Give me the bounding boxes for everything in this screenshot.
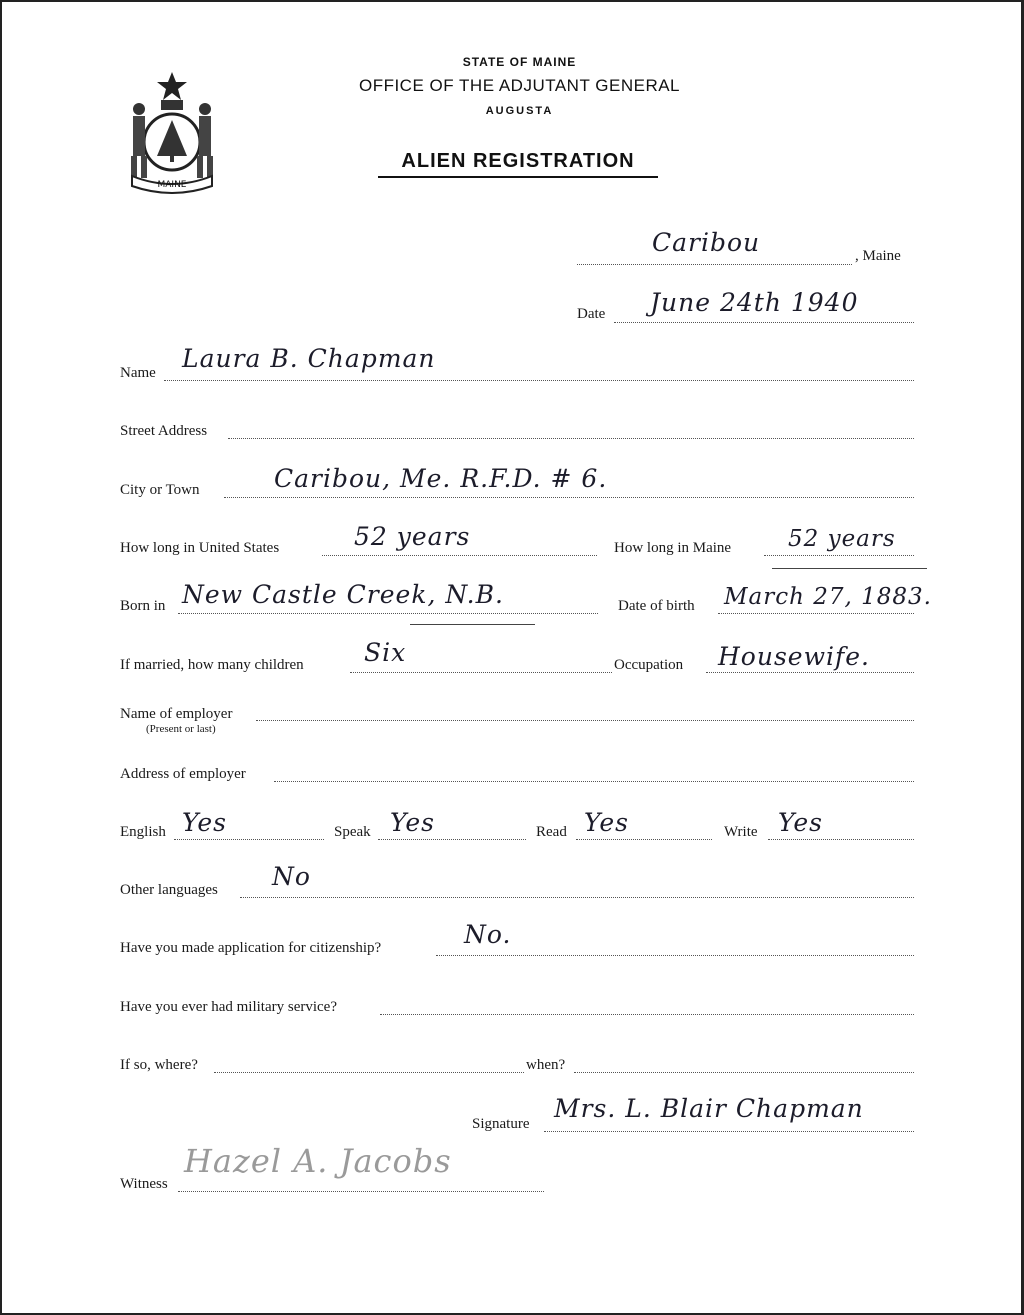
occupation-label: Occupation xyxy=(614,657,684,673)
witness-label: Witness xyxy=(120,1176,168,1192)
children-label: If married, how many children xyxy=(120,657,304,673)
city-value: Caribou, Me. R.F.D. # 6. xyxy=(274,464,608,493)
date-value: June 24th 1940 xyxy=(650,288,859,317)
us-years-label: How long in United States xyxy=(120,540,280,556)
read-label: Read xyxy=(536,824,567,840)
state-seal-icon xyxy=(117,64,227,194)
street-label: Street Address xyxy=(120,423,208,439)
maine-years-label: How long in Maine xyxy=(614,540,732,556)
write-value: Yes xyxy=(778,808,823,837)
citizenship-label: Have you made application for citizenship? xyxy=(120,940,382,956)
name-value: Laura B. Chapman xyxy=(182,344,436,373)
dob-value: March 27, 1883. xyxy=(724,584,932,610)
dob-label: Date of birth xyxy=(618,598,695,614)
us-years-value: 52 years xyxy=(354,522,471,551)
military-label: Have you ever had military service? xyxy=(120,999,337,1015)
speak-label: Speak xyxy=(334,824,371,840)
city-heading: AUGUSTA xyxy=(485,105,554,117)
read-value: Yes xyxy=(584,808,629,837)
seal-text: MAINE xyxy=(157,180,187,190)
signature-value: Mrs. L. Blair Chapman xyxy=(554,1094,864,1123)
children-value: Six xyxy=(364,638,407,667)
office-heading: OFFICE OF THE ADJUTANT GENERAL xyxy=(358,76,681,95)
signature-label: Signature xyxy=(472,1116,530,1132)
name-label: Name xyxy=(120,365,156,381)
date-label: Date xyxy=(577,306,606,322)
when-label: when? xyxy=(526,1057,566,1073)
born-value: New Castle Creek, N.B. xyxy=(182,580,504,609)
other-languages-value: No xyxy=(272,862,311,891)
english-label: English xyxy=(120,824,166,840)
speak-value: Yes xyxy=(390,808,435,837)
state-heading: STATE OF MAINE xyxy=(462,55,577,69)
employer-sublabel: (Present or last) xyxy=(146,723,216,735)
city-label: City or Town xyxy=(120,482,200,498)
employer-label: Name of employer xyxy=(120,706,233,722)
other-languages-label: Other languages xyxy=(120,882,218,898)
form-title: ALIEN REGISTRATION xyxy=(378,150,658,178)
write-label: Write xyxy=(724,824,758,840)
born-label: Born in xyxy=(120,598,166,614)
witness-value: Hazel A. Jacobs xyxy=(184,1142,452,1180)
employer-address-label: Address of employer xyxy=(120,766,246,782)
place-suffix: , Maine xyxy=(855,248,901,264)
occupation-value: Housewife. xyxy=(718,642,870,671)
citizenship-value: No. xyxy=(464,920,512,949)
where-label: If so, where? xyxy=(120,1057,198,1073)
maine-years-value: 52 years xyxy=(788,526,896,552)
english-value: Yes xyxy=(182,808,227,837)
place-value: Caribou xyxy=(652,228,761,257)
